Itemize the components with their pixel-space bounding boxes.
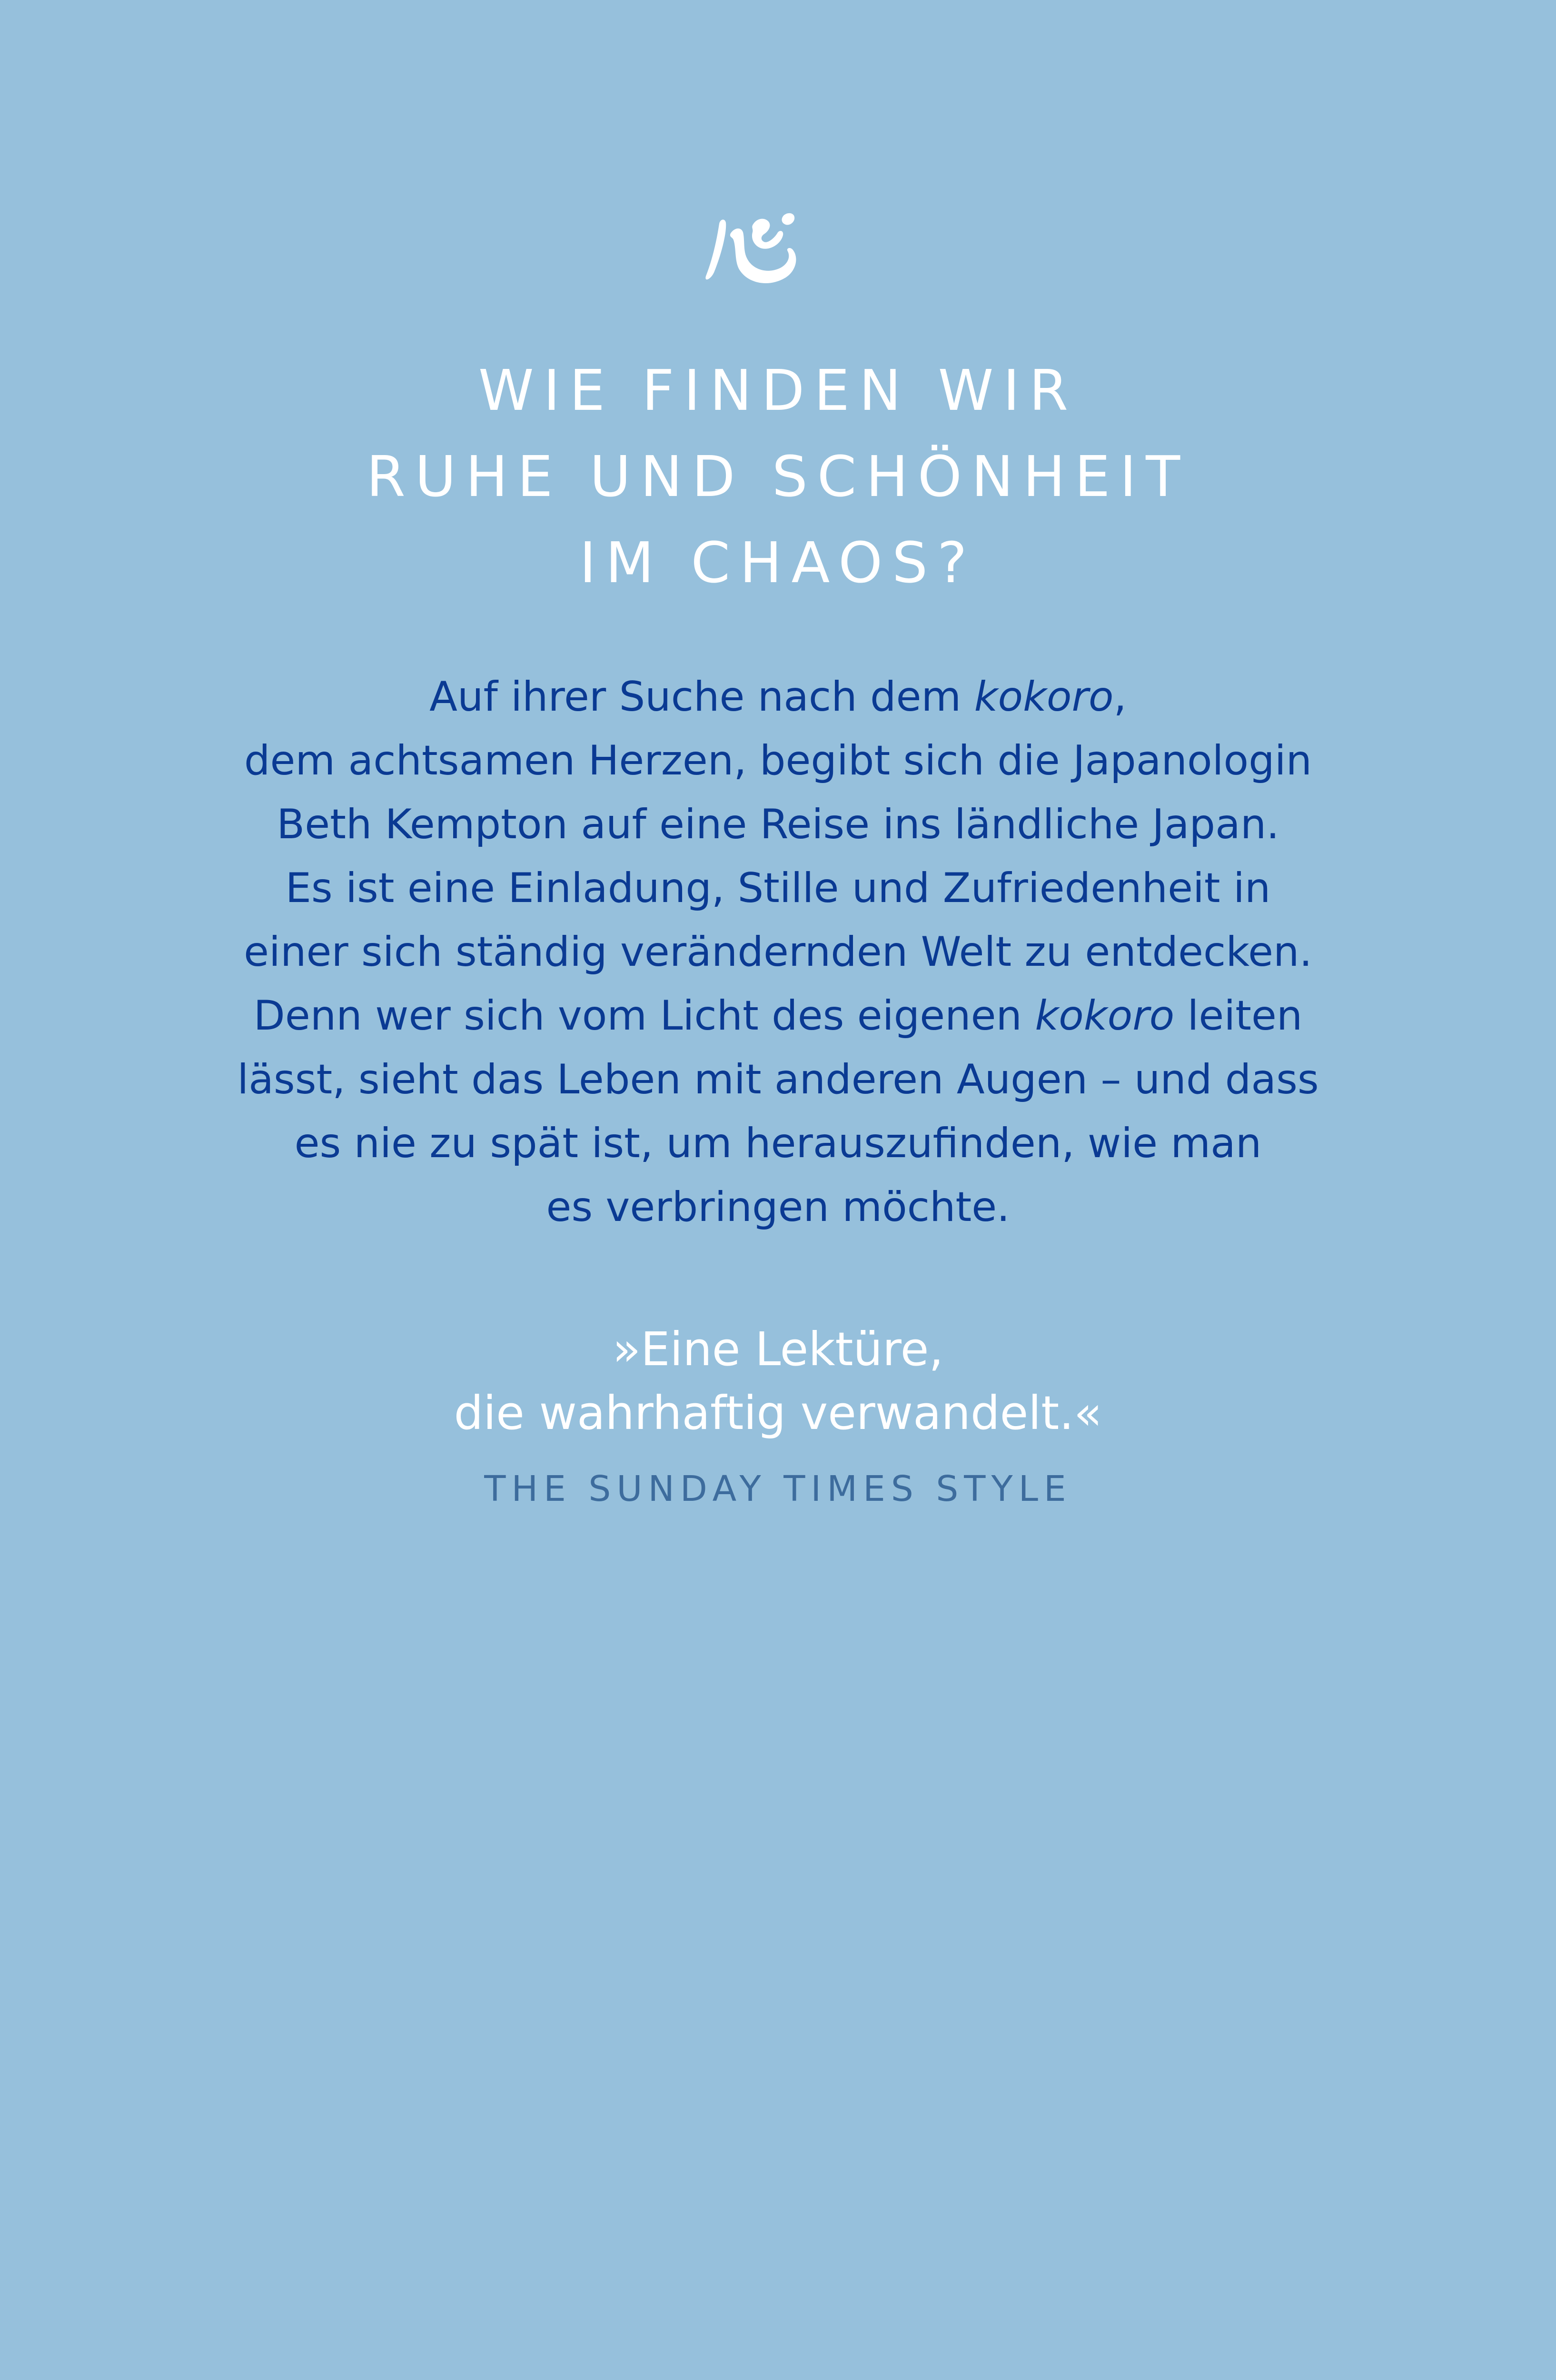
blurb-line-2: dem achtsamen Herzen, begibt sich die Japanologin	[244, 737, 1312, 784]
headline	[0, 347, 1556, 606]
press-quote-line-1: »Eine Lektüre,	[612, 1322, 944, 1376]
blurb-line-4: Es ist eine Einladung, Stille und Zufriedenheit in	[285, 864, 1271, 912]
press-quote-source: THE SUNDAY TIMES STYLE	[484, 1468, 1072, 1509]
blurb-line-1-italic: kokoro	[974, 673, 1114, 721]
headline-line-2: RUHE UND SCHÖNHEIT	[366, 444, 1190, 509]
blurb-line-1-start: Auf ihrer Suche nach dem	[429, 673, 974, 721]
blurb-line-1	[0, 665, 1556, 729]
blurb-line-9: es verbringen möchte.	[546, 1183, 1010, 1231]
blurb-line-3: Beth Kempton auf eine Reise ins ländliche Japan.	[277, 801, 1279, 848]
blurb-line-8: es nie zu spät ist, um herauszufinden, wie man	[294, 1120, 1262, 1167]
headline-line-3: IM CHAOS?	[579, 530, 977, 595]
blurb-line-6	[0, 984, 1556, 1048]
blurb-line-5: einer sich ständig verändernden Welt zu entdecken.	[244, 928, 1312, 976]
blurb-line-7: lässt, sieht das Leben mit anderen Augen – und dass	[237, 1056, 1319, 1103]
blurb-text	[0, 665, 1556, 1239]
kanji-kokoro-logo-icon	[697, 205, 807, 286]
headline-line-1: WIE FINDEN WIR	[478, 357, 1078, 423]
blurb-line-6-start: Denn wer sich vom Licht des eigenen	[253, 992, 1035, 1040]
blurb-line-1-end: ,	[1113, 673, 1127, 721]
blurb-line-6-italic: kokoro	[1035, 992, 1175, 1040]
blurb-line-6-end: leiten	[1174, 992, 1303, 1040]
press-quote	[0, 1318, 1556, 1445]
press-quote-line-2: die wahrhaftig verwandelt.«	[454, 1386, 1102, 1440]
